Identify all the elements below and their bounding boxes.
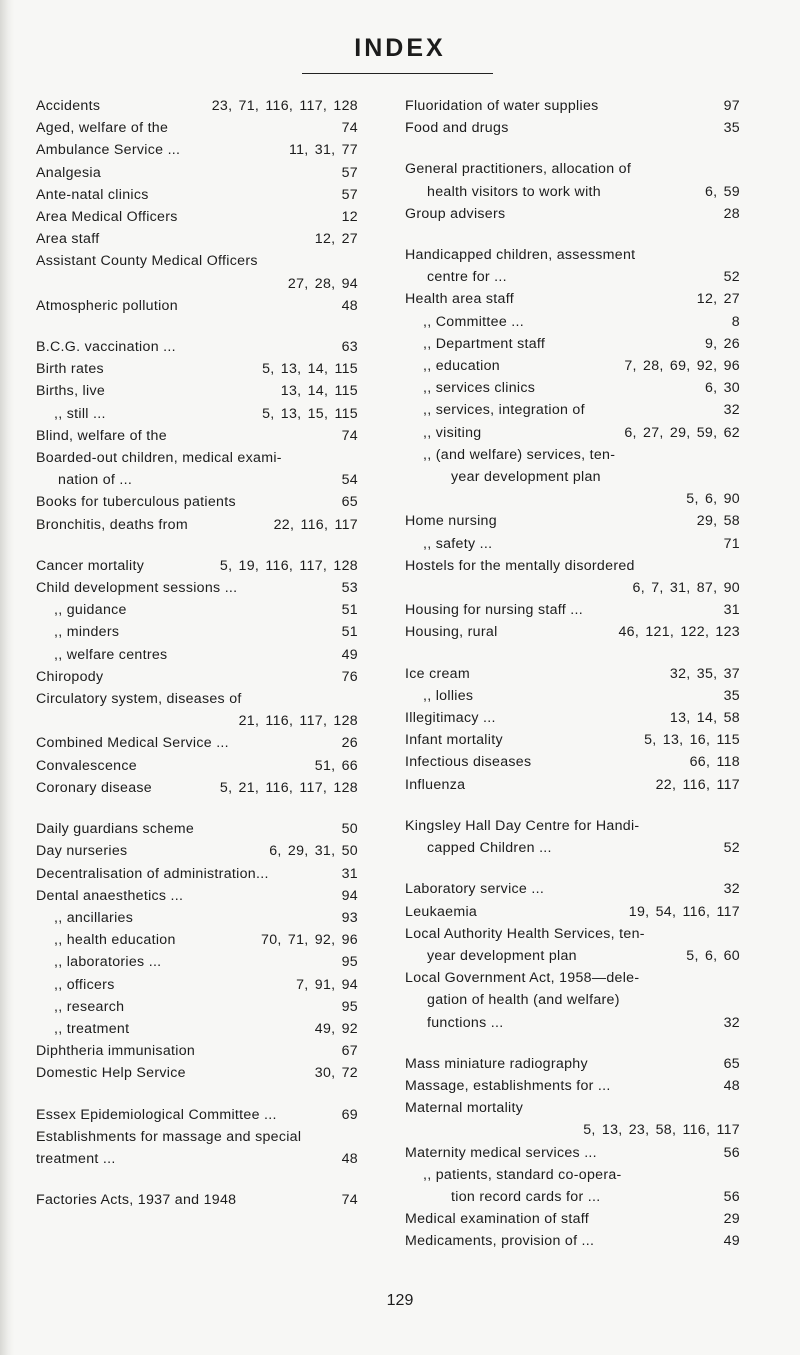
section-gap [36,1085,358,1104]
index-entry [36,469,358,491]
index-entry-pages: 7, 91, 94 [296,976,358,993]
index-entry-pages: 95 [341,998,358,1015]
index-entry [405,333,740,355]
index-entry-term: Essex Epidemiological Committee ... [36,1106,277,1123]
index-entry-term: Health area staff [405,291,514,308]
index-entry-term: capped Children ... [427,840,552,857]
index-entry-term: Accidents [36,98,101,114]
title-rule [302,73,493,74]
index-entry-pages: 5, 21, 116, 117, 128 [219,779,358,796]
index-entry-term: ,, education [423,358,500,375]
index-entry [405,1012,740,1034]
index-column-left [36,95,358,1211]
index-entry-term: Factories Acts, 1937 and 1948 [36,1192,237,1209]
index-entry-pages: 5, 19, 116, 117, 128 [219,557,358,574]
index-entry-pages: 35 [723,120,740,137]
index-entry-pages: 66, 118 [689,754,740,771]
index-entry-pages: 54 [341,472,358,489]
index-entry-pages: 57 [341,186,358,203]
index-entry [36,710,358,732]
index-entry [405,181,740,203]
index-entry-term: Housing for nursing staff ... [405,602,583,619]
section-gap [36,1170,358,1189]
index-entry-term: Ante-natal clinics [36,186,149,203]
index-entry [36,447,358,469]
index-entry [36,1148,358,1170]
index-entry-pages: 5, 6, 60 [686,947,740,964]
index-entry-pages: 51, 66 [314,757,358,774]
index-entry-term: Child development sessions ... [36,580,238,597]
index-entry-pages: 22, 116, 117 [655,776,740,793]
index-entry-term: ,, officers [54,976,115,993]
index-entry-term: Births, live [36,383,106,400]
index-entry-pages: 6, 59 [704,183,740,200]
index-entry-term: Group advisers [405,205,506,222]
index-entry-pages: 12, 27 [696,291,740,308]
index-entry [405,1119,740,1141]
index-entry-term: ,, patients, standard co-opera- [423,1166,622,1183]
index-entry [36,1018,358,1040]
index-entry-pages: 26 [341,735,358,752]
index-entry-term: ,, research [54,998,125,1015]
index-entry-term: Assistant County Medical Officers [36,253,258,270]
index-entry [405,685,740,707]
index-entry-pages: 32 [723,1014,740,1031]
index-entry-pages: 63 [341,339,358,356]
index-entry-pages: 74 [341,427,358,444]
index-entry-term: Dental anaesthetics ... [36,887,184,904]
index-entry [36,577,358,599]
index-entry-pages: 46, 121, 122, 123 [618,624,740,641]
index-entry [36,929,358,951]
index-entry-term: Medical examination of staff [405,1211,589,1228]
index-entry [36,206,358,228]
index-entry-term: Boarded-out children, medical exami- [36,450,282,467]
index-entry-term: Ice cream [405,665,470,682]
index-entry-pages: 9, 26 [704,335,740,352]
index-entry [405,1164,740,1186]
index-entry [36,644,358,666]
index-entry [36,907,358,929]
index-entry-term: Domestic Help Service [36,1065,186,1082]
section-gap [405,796,740,815]
index-entry [36,295,358,317]
index-entry [405,815,740,837]
section-gap [405,225,740,244]
index-entry-pages: 51 [341,624,358,641]
index-entry [36,403,358,425]
index-entry-pages: 5, 13, 14, 115 [262,361,358,378]
index-entry-pages: 29 [723,1211,740,1228]
index-entry [405,751,740,773]
index-entry [36,863,358,885]
index-entry-term: Mass miniature radiography [405,1055,588,1072]
index-entry [405,510,740,532]
index-entry [36,1189,358,1211]
index-entry-term: ,, lollies [423,687,474,704]
index-entry [36,139,358,161]
index-entry-term: Coronary disease [36,779,152,796]
index-entry-pages: 22, 116, 117 [273,516,358,533]
index-entry [405,967,740,989]
index-entry-term: ,, Department staff [423,335,546,352]
index-entry-term: ,, safety ... [423,535,493,552]
index-entry [36,273,358,295]
index-entry-term: Fluoridation of water supplies [405,98,599,114]
index-entry-pages: 13, 14, 58 [669,710,740,727]
index-entry-pages: 49 [723,1233,740,1250]
index-entry [405,901,740,923]
index-entry [405,244,740,266]
index-entry-term: Medicaments, provision of ... [405,1233,595,1250]
index-entry [405,377,740,399]
index-entry-pages: 31 [341,865,358,882]
index-entry-pages: 19, 54, 116, 117 [628,903,740,920]
index-entry-term: ,, laboratories ... [54,954,162,971]
index-entry [36,228,358,250]
index-entry-term: ,, ancillaries [54,909,134,926]
index-entry-term: ,, Committee ... [423,313,524,330]
index-entry-term: gation of health (and welfare) [427,992,620,1009]
index-entry [405,355,740,377]
index-entry [405,1142,740,1164]
index-entry-term: B.C.G. vaccination ... [36,339,176,356]
index-entry-term: Combined Medical Service ... [36,735,229,752]
index-entry-term: ,, visiting [423,424,482,441]
index-entry [405,466,740,488]
index-entry-pages: 56 [723,1144,740,1161]
index-entry [405,707,740,729]
index-entry [405,923,740,945]
index-entry [36,777,358,799]
page-number: 129 [386,1292,414,1309]
index-entry-term: tion record cards for ... [451,1188,601,1205]
index-entry [405,555,740,577]
index-entry-term: Illegitimacy ... [405,710,496,727]
index-entry-pages: 35 [723,687,740,704]
index-entry-term: Establishments for massage and special [36,1128,302,1145]
index-entry [405,311,740,333]
index-entry-term: functions ... [427,1014,504,1031]
index-entry [405,878,740,900]
index-entry [36,117,358,139]
section-gap [405,859,740,878]
section-gap [405,644,740,663]
index-entry [405,399,740,421]
index-entry-pages: 49, 92 [314,1020,358,1037]
index-entry [405,663,740,685]
index-entry-term: Decentralisation of administration... [36,865,269,882]
index-entry-term: Food and drugs [405,120,509,137]
index-entry-pages: 74 [341,1192,358,1209]
index-entry-pages: 93 [341,909,358,926]
index-entry-term: Ambulance Service ... [36,142,181,159]
index-entry-pages: 5, 13, 23, 58, 116, 117 [583,1122,740,1139]
index-entry [405,989,740,1011]
index-entry [36,491,358,513]
index-entry-term: Infant mortality [405,732,503,749]
index-entry-term: Local Government Act, 1958—dele- [405,970,640,987]
index-entry-term: year development plan [427,947,577,964]
index-entry [36,885,358,907]
index-entry-term: treatment ... [36,1150,116,1167]
index-entry [405,117,740,139]
index-entry [405,837,740,859]
index-entry-pages: 48 [341,297,358,314]
section-gap [36,317,358,336]
index-entry-pages: 27, 28, 94 [287,275,358,292]
index-entry [36,974,358,996]
index-entry-pages: 52 [723,840,740,857]
index-entry-term: Kingsley Hall Day Centre for Handi- [405,817,640,834]
index-entry-term: Home nursing [405,513,497,530]
index-entry-pages: 97 [723,98,740,114]
index-entry-pages: 8 [731,313,740,330]
index-entry-term: ,, treatment [54,1020,130,1037]
index-entry-pages: 69 [341,1106,358,1123]
index-entry [405,422,740,444]
index-entry-pages: 6, 27, 29, 59, 62 [624,424,740,441]
index-entry-pages: 65 [723,1055,740,1072]
index-entry-term: centre for ... [427,269,507,286]
index-entry-term: Area staff [36,231,100,248]
section-gap [36,536,358,555]
index-entry [405,774,740,796]
index-entry [36,1126,358,1148]
index-entry-pages: 13, 14, 115 [280,383,358,400]
page-title: INDEX [354,34,446,62]
index-entry-term: Daily guardians scheme [36,821,195,838]
index-entry [36,1104,358,1126]
index-entry-pages: 7, 28, 69, 92, 96 [624,358,740,375]
index-entry [405,945,740,967]
index-entry [405,1075,740,1097]
index-entry-term: Local Authority Health Services, ten- [405,925,645,942]
index-entry-term: Circulatory system, diseases of [36,691,242,708]
index-entry [36,818,358,840]
section-gap [405,1034,740,1053]
index-entry-pages: 12 [341,209,358,226]
index-entry-pages: 56 [723,1188,740,1205]
index-entry [405,621,740,643]
index-entry-pages: 23, 71, 116, 117, 128 [211,98,358,114]
index-entry-pages: 94 [341,887,358,904]
index-entry-term: ,, services, integration of [423,402,585,419]
index-entry [405,1230,740,1252]
index-entry-pages: 57 [341,164,358,181]
index-entry-term: Day nurseries [36,843,128,860]
index-entry-pages: 32 [723,881,740,898]
index-entry [405,95,740,117]
index-entry-pages: 53 [341,580,358,597]
index-entry [36,358,358,380]
index-entry-pages: 5, 6, 90 [686,491,740,508]
index-entry [36,666,358,688]
index-entry-term: Area Medical Officers [36,209,178,226]
index-entry [36,732,358,754]
index-entry-pages: 30, 72 [314,1065,358,1082]
index-entry-term: Leukaemia [405,903,478,920]
index-entry [405,577,740,599]
index-entry-pages: 48 [341,1150,358,1167]
index-entry-pages: 95 [341,954,358,971]
index-entry-pages: 74 [341,120,358,137]
section-gap [405,139,740,158]
index-entry-pages: 5, 13, 16, 115 [644,732,740,749]
index-entry [405,288,740,310]
index-entry-term: Books for tuberculous patients [36,494,236,511]
index-entry-pages: 11, 31, 77 [288,142,358,159]
index-entry-term: Diphtheria immunisation [36,1043,196,1060]
index-entry-pages: 6, 7, 31, 87, 90 [632,580,740,597]
index-entry [36,996,358,1018]
index-entry-pages: 32 [723,402,740,419]
index-entry [405,158,740,180]
index-entry-term: Maternity medical services ... [405,1144,597,1161]
index-entry [405,203,740,225]
index-entry [36,380,358,402]
index-entry-term: ,, welfare centres [54,646,168,663]
index-entry-term: Hostels for the mentally disordered [405,557,635,574]
index-entry [36,95,358,117]
index-entry [405,488,740,510]
index-entry-term: Analgesia [36,164,102,181]
index-entry-pages: 31 [723,602,740,619]
index-entry-pages: 50 [341,821,358,838]
index-entry [36,425,358,447]
section-gap [36,799,358,818]
index-entry-term: Convalescence [36,757,137,774]
index-entry-term: ,, (and welfare) services, ten- [423,446,616,463]
index-entry [36,555,358,577]
index-entry-term: health visitors to work with [427,183,601,200]
index-entry [36,184,358,206]
index-entry-pages: 32, 35, 37 [669,665,740,682]
index-entry-term: Atmospheric pollution [36,297,178,314]
index-entry [405,1186,740,1208]
index-entry [405,1053,740,1075]
index-entry-term: Bronchitis, deaths from [36,516,188,533]
index-entry-pages: 49 [341,646,358,663]
index-entry-pages: 28 [723,205,740,222]
page-binding-edge [0,0,14,1355]
index-entry-term: nation of ... [58,472,133,489]
index-entry-pages: 6, 29, 31, 50 [269,843,358,860]
index-entry-term: Infectious diseases [405,754,532,771]
index-entry [405,533,740,555]
index-entry-term: ,, minders [54,624,120,641]
index-entry-term: Massage, establishments for ... [405,1077,611,1094]
index-entry [36,336,358,358]
index-entry-pages: 67 [341,1043,358,1060]
index-entry [36,1062,358,1084]
index-entry-term: Maternal mortality [405,1100,524,1117]
index-entry-term: ,, guidance [54,602,127,619]
index-entry [36,250,358,272]
index-entry-pages: 6, 30 [704,380,740,397]
index-entry-term: Housing, rural [405,624,498,641]
index-entry [36,688,358,710]
index-entry-term: year development plan [451,469,601,486]
index-entry [405,599,740,621]
index-entry-term: ,, health education [54,932,176,949]
index-entry-term: Blind, welfare of the [36,427,167,444]
index-entry-pages: 48 [723,1077,740,1094]
index-entry-pages: 70, 71, 92, 96 [261,932,358,949]
index-entry-pages: 21, 116, 117, 128 [238,713,358,730]
index-entry-term: Aged, welfare of the [36,120,169,137]
index-entry-term: Birth rates [36,361,104,378]
index-entry-term: Chiropody [36,668,104,685]
index-entry-term: Handicapped children, assessment [405,247,636,264]
index-entry [405,444,740,466]
index-entry [405,1097,740,1119]
index-entry [36,755,358,777]
index-entry [36,1040,358,1062]
index-entry [36,621,358,643]
index-column-right [405,95,740,1253]
index-entry-pages: 5, 13, 15, 115 [262,405,358,422]
index-entry [36,840,358,862]
index-entry-pages: 65 [341,494,358,511]
index-entry-term: Laboratory service ... [405,881,545,898]
index-entry-pages: 51 [341,602,358,619]
index-entry-term: ,, services clinics [423,380,536,397]
index-entry [36,951,358,973]
index-entry [36,514,358,536]
index-entry-pages: 12, 27 [314,231,358,248]
index-entry-pages: 29, 58 [696,513,740,530]
index-entry-term: Influenza [405,776,466,793]
index-entry [405,1208,740,1230]
index-entry-term: Cancer mortality [36,557,145,574]
index-entry [36,162,358,184]
index-entry [36,599,358,621]
index-entry-term: General practitioners, allocation of [405,161,632,178]
index-entry-pages: 76 [341,668,358,685]
index-entry [405,729,740,751]
index-entry [405,266,740,288]
index-entry-pages: 52 [723,269,740,286]
index-entry-term: ,, still ... [54,405,106,422]
index-entry-pages: 71 [723,535,740,552]
